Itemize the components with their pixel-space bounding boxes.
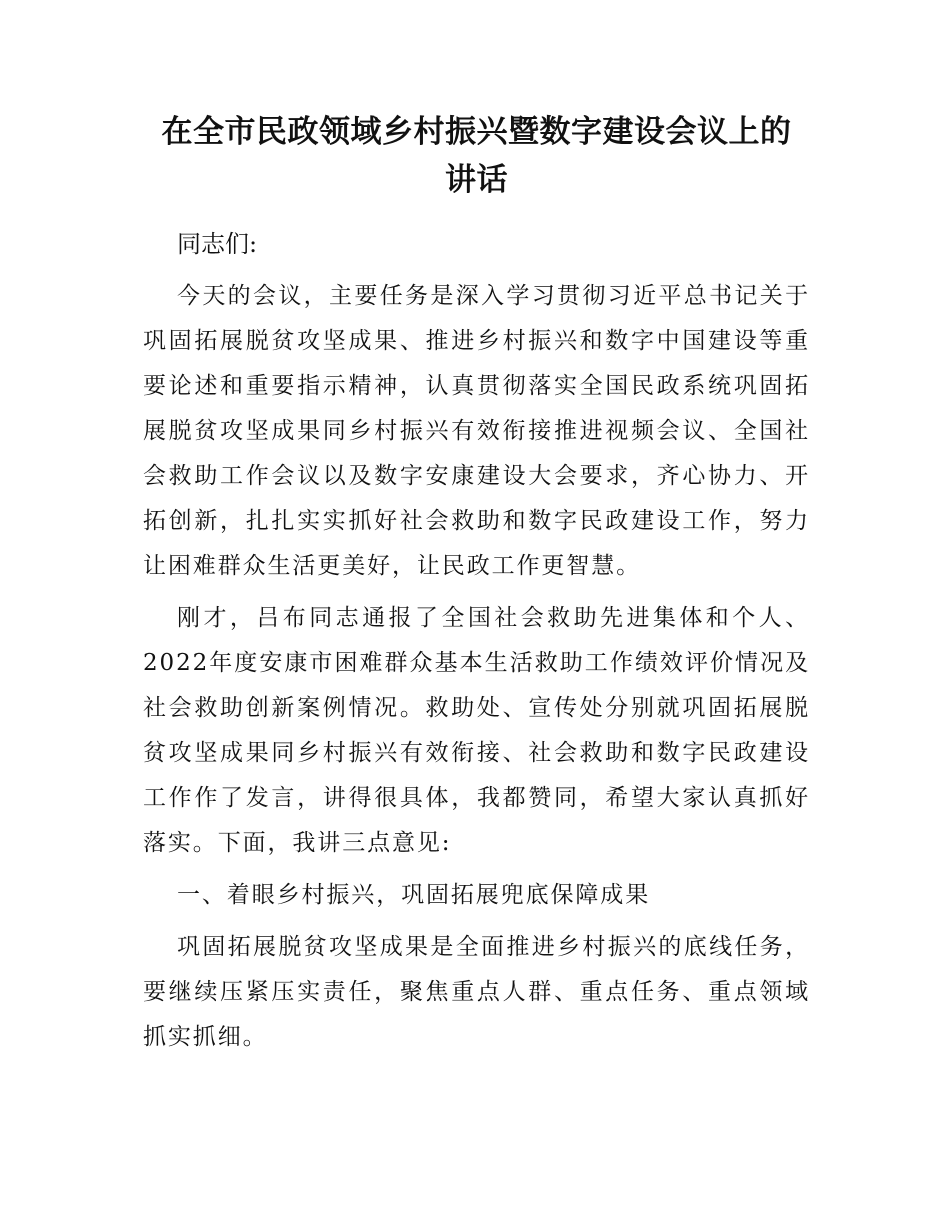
paragraph-3: 巩固拓展脱贫攻坚成果是全面推进乡村振兴的底线任务，要继续压紧压实责任，聚焦重点人群、重点任务、重点领域抓实抓细。 <box>143 934 810 1050</box>
greeting: 同志们: <box>177 230 258 258</box>
title-line-2: 讲话 <box>445 162 508 198</box>
paragraph-1: 今天的会议，主要任务是深入学习贯彻习近平总书记关于巩固拓展脱贫攻坚成果、推进乡村振兴和数字中国建设等重要论述和重要指示精神，认真贯彻落实全国民政系统巩固拓展脱贫攻坚成果同乡村振兴有效衔接推进视频会议、全国社会救助工作会议以及数字安康建设大会要求，齐心协力、开拓创新，扎扎实实抓好社会救助和数字民政建设工作，努力让困难群众生活更美好，让民政工作更智慧。 <box>143 283 810 579</box>
title-line-1: 在全市民政领域乡村振兴暨数字建设会议上的 <box>161 114 792 150</box>
paragraph-2: 刚才，吕布同志通报了全国社会救助先进集体和个人、2022年度安康市困难群众基本生活救助工作绩效评价情况及社会救助创新案例情况。救助处、宣传处分别就巩固拓展脱贫攻坚成果同乡村振兴有效衔接、社会救助和数字民政建设工作作了发言，讲得很具体，我都赞同，希望大家认真抓好落实。下面，我讲三点意见: <box>143 605 810 856</box>
document-title <box>143 108 810 204</box>
document-page <box>143 108 810 1060</box>
section-1-heading: 一、着眼乡村振兴，巩固拓展兜底保障成果 <box>177 882 651 908</box>
